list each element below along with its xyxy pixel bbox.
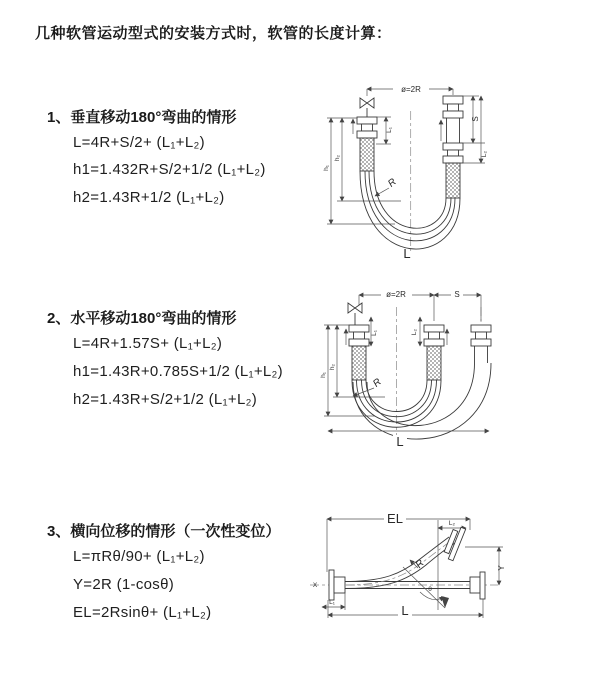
angle-arrowhead <box>441 596 449 608</box>
dim-h1-label: h₁ <box>320 372 327 378</box>
dim-l1-label: L₁ <box>329 599 335 606</box>
formula-line: L=4R+S/2+ (L₁+L₂) <box>73 134 205 151</box>
section-1-heading: 1、垂直移动180°弯曲的情形 <box>47 109 237 126</box>
formula-line: L=4R+1.57S+ (L₁+L₂) <box>73 335 223 352</box>
braided-hose-section <box>360 138 374 171</box>
page-title: 几种软管运动型式的安装方式时，软管的长度计算： <box>35 25 392 42</box>
dim-l1-label: L₁ <box>371 330 378 336</box>
dimension-l2 <box>438 520 466 528</box>
length-label: L <box>401 603 409 618</box>
braided-hose-section <box>352 346 366 380</box>
diagram-vertical-bend <box>315 66 597 266</box>
dim-h1-label: h₁ <box>323 165 330 171</box>
right-flange <box>470 572 485 599</box>
dimension-length <box>328 431 489 449</box>
radius-construction <box>403 558 445 608</box>
radius-callout <box>375 177 399 196</box>
dim-s-label: S <box>471 116 480 122</box>
diagram-horizontal-bend <box>313 283 600 468</box>
formula-line: h1=1.43R+0.785S+1/2 (L₁+L₂) <box>73 363 283 380</box>
section-3-heading: 3、横向位移的情形（一次性变位） <box>47 523 281 540</box>
dim-h2-label: h₂ <box>334 154 341 162</box>
radius-label: R <box>386 176 399 190</box>
braided-hose-section <box>446 163 460 198</box>
formula-line: h1=1.432R+S/2+1/2 (L₁+L₂) <box>73 161 266 178</box>
length-label: L <box>396 434 404 449</box>
hose-s-curve <box>345 537 455 589</box>
formula-line: L=πRθ/90+ (L₁+L₂) <box>73 548 205 565</box>
theta-label: θ <box>428 586 432 593</box>
dimension-l2 <box>411 317 420 346</box>
dim-l2-label: L₂ <box>411 328 418 336</box>
dimension-l1 <box>371 317 378 346</box>
valve-icon <box>360 98 374 117</box>
hose-arcs-displaced <box>353 363 491 439</box>
length-label: L <box>403 246 411 261</box>
formula-line: h2=1.43R+1/2 (L₁+L₂) <box>73 189 225 206</box>
dimension-length <box>328 599 483 618</box>
formula-line: EL=2Rsinθ+ (L₁+L₂) <box>73 604 212 621</box>
formula-line: h2=1.43R+S/2+1/2 (L₁+L₂) <box>73 391 258 408</box>
angle-theta <box>420 586 449 608</box>
left-pipe <box>346 325 369 380</box>
formula-line: Y=2R (1-cosθ) <box>73 576 175 593</box>
right-pipe <box>471 325 491 363</box>
dim-l2-label: L₂ <box>481 150 488 158</box>
hose-arcs <box>360 171 460 249</box>
dim-s-label: S <box>454 290 460 299</box>
dim-y-label: Y <box>497 565 506 571</box>
braided-hose-section <box>427 346 441 380</box>
dimension-span <box>367 85 453 96</box>
dimension-stroke <box>463 96 488 163</box>
dim-span-label: ø=2R <box>386 290 406 299</box>
x-marker-label: X <box>312 582 318 589</box>
right-pipe <box>441 96 463 198</box>
section-2-heading: 2、水平移动180°弯曲的情形 <box>47 310 237 327</box>
dimension-l1 <box>376 117 393 144</box>
radius-label: R <box>371 376 384 390</box>
dim-span-label: ø=2R <box>401 85 421 94</box>
left-flange <box>329 570 345 600</box>
diagram-lateral-displacement <box>298 492 598 657</box>
middle-pipe <box>424 325 447 380</box>
radius-label: R <box>413 557 427 571</box>
valve-icon <box>348 303 362 325</box>
dim-h2-label: h₂ <box>329 363 336 371</box>
dim-el-label: EL <box>387 511 403 526</box>
dim-l2-label: L₂ <box>448 520 456 527</box>
dim-l1-label: L₁ <box>386 127 393 133</box>
tilted-flange <box>442 525 465 561</box>
dimension-span <box>359 288 481 321</box>
left-pipe <box>353 117 377 171</box>
